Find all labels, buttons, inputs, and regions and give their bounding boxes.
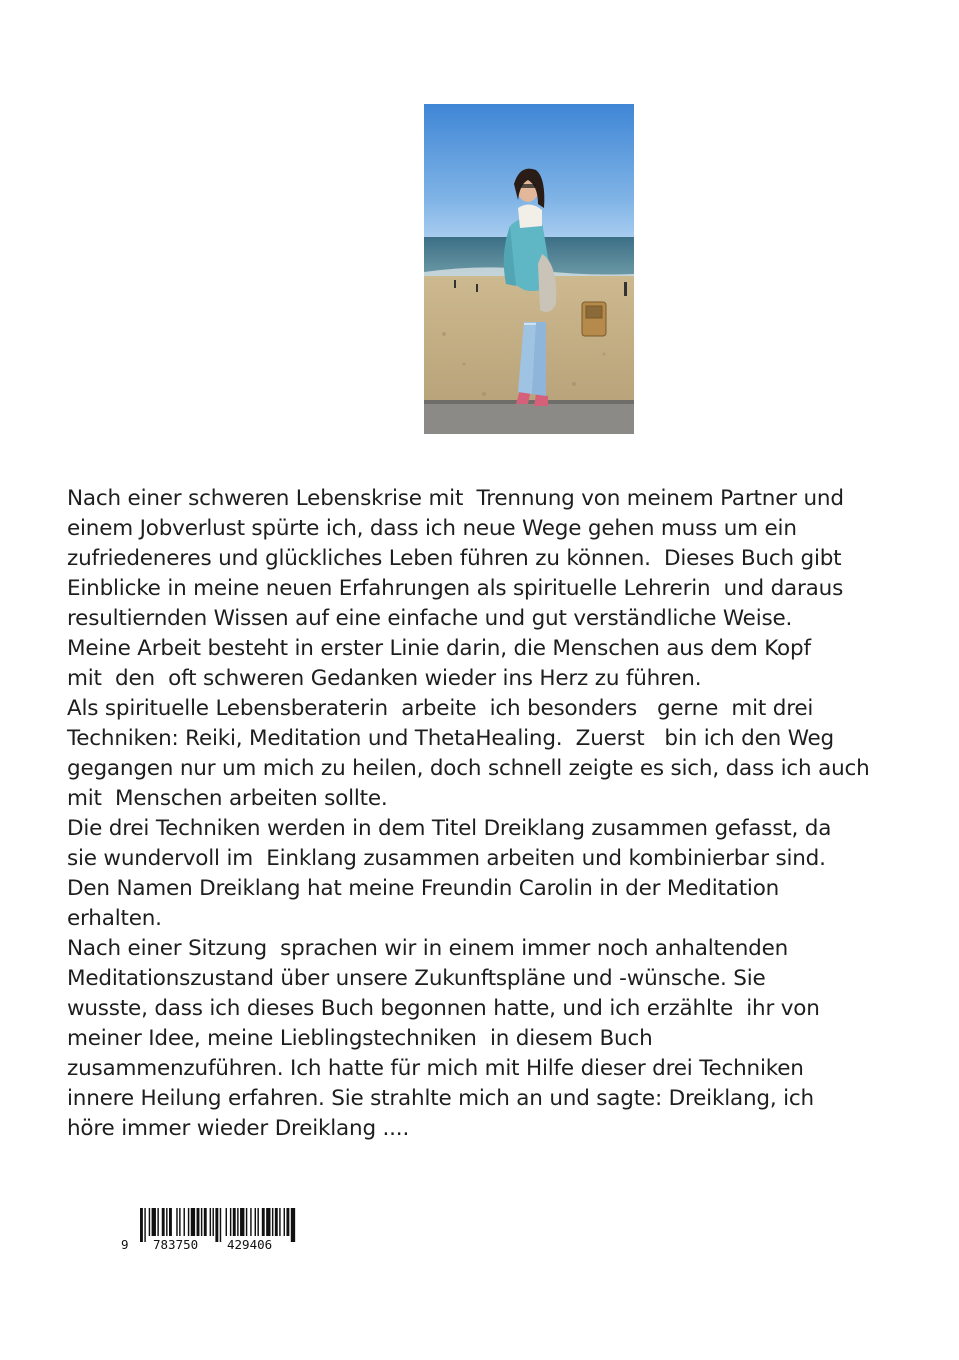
author-photo bbox=[424, 104, 634, 434]
barcode-bar bbox=[191, 1208, 195, 1236]
blurb-line: Nach einer schweren Lebenskrise mit Trennung von meinem Partner und bbox=[67, 486, 844, 511]
barcode-bar bbox=[286, 1208, 289, 1236]
isbn-first-digit: 9 bbox=[121, 1237, 129, 1252]
barcode-bar bbox=[166, 1208, 167, 1236]
blurb-line: Einblicke in meine neuen Erfahrungen als spirituelle Lehrerin und daraus bbox=[67, 576, 844, 601]
isbn-barcode bbox=[118, 1208, 298, 1258]
back-cover-blurb bbox=[67, 484, 927, 1144]
blurb-line: sie wundervoll im Einklang zusammen arbeiten und kombinierbar sind. bbox=[67, 846, 826, 871]
barcode-bar bbox=[162, 1208, 165, 1236]
barcode-bar bbox=[179, 1208, 180, 1236]
barcode-bar bbox=[169, 1208, 172, 1236]
isbn-right-group: 429406 bbox=[227, 1237, 273, 1252]
barcode-bar bbox=[266, 1208, 270, 1236]
blurb-line: erhalten. bbox=[67, 906, 162, 931]
blurb-line: Die drei Techniken werden in dem Titel Dreiklang zusammen gefasst, da bbox=[67, 816, 832, 841]
barcode-bar bbox=[204, 1208, 207, 1236]
barcode-bar bbox=[188, 1208, 189, 1236]
barcode-bar bbox=[184, 1208, 185, 1236]
barcode-bar bbox=[240, 1208, 244, 1236]
barcode-bar bbox=[213, 1208, 214, 1236]
barcode-bar bbox=[230, 1208, 231, 1236]
blurb-line: innere Heilung erfahren. Sie strahlte mich an und sagte: Dreiklang, ich bbox=[67, 1086, 814, 1111]
barcode-bar bbox=[197, 1208, 200, 1236]
barcode-bar bbox=[279, 1208, 280, 1236]
barcode-bar bbox=[149, 1208, 150, 1236]
barcode-bar bbox=[255, 1208, 256, 1236]
blurb-line: resultiernden Wissen auf eine einfache und gut verständliche Weise. bbox=[67, 606, 793, 631]
barcode-bar bbox=[257, 1208, 258, 1236]
barcode-bar bbox=[152, 1208, 156, 1236]
isbn-left-group: 783750 bbox=[153, 1237, 199, 1252]
blurb-line: Nach einer Sitzung sprachen wir in einem immer noch anhaltenden bbox=[67, 936, 789, 961]
barcode-bar bbox=[284, 1208, 285, 1236]
blurb-line: meiner Idee, meine Lieblingstechniken in diesem Buch bbox=[67, 1026, 653, 1051]
isbn-digits bbox=[118, 1237, 298, 1253]
blurb-line: Meditationszustand über unsere Zukunftspläne und -wünsche. Sie bbox=[67, 966, 766, 991]
barcode-bar bbox=[157, 1208, 158, 1236]
blurb-line: Den Namen Dreiklang hat meine Freundin Carolin in der Meditation bbox=[67, 876, 780, 901]
blurb-line: gegangen nur um mich zu heilen, doch schnell zeigte es sich, dass ich auch bbox=[67, 756, 870, 781]
barcode-bar bbox=[272, 1208, 273, 1236]
blurb-line: zufriedeneres und glückliches Leben führen zu können. Dieses Buch gibt bbox=[67, 546, 842, 571]
blurb-line: einem Jobverlust spürte ich, dass ich neue Wege gehen muss um ein bbox=[67, 516, 797, 541]
blurb-line: Als spirituelle Lebensberaterin arbeite ich besonders gerne mit drei bbox=[67, 696, 814, 721]
barcode-bar bbox=[262, 1208, 265, 1236]
barcode-bar bbox=[237, 1208, 238, 1236]
blurb-line: zusammenzuführen. Ich hatte für mich mit Hilfe dieser drei Techniken bbox=[67, 1056, 804, 1081]
barcode-bar bbox=[176, 1208, 177, 1236]
barcode-bar bbox=[246, 1208, 247, 1236]
blurb-line: wusste, dass ich dieses Buch begonnen hatte, und ich erzählte ihr von bbox=[67, 996, 820, 1021]
barcode-bar bbox=[233, 1208, 236, 1236]
barcode-bar bbox=[250, 1208, 251, 1236]
blurb-line: höre immer wieder Dreiklang .... bbox=[67, 1116, 410, 1141]
blurb-line: mit Menschen arbeiten sollte. bbox=[67, 786, 388, 811]
barcode-bar bbox=[210, 1208, 211, 1236]
blurb-line: Meine Arbeit besteht in erster Linie darin, die Menschen aus dem Kopf bbox=[67, 636, 811, 661]
barcode-bar bbox=[275, 1208, 278, 1236]
blurb-line: mit den oft schweren Gedanken wieder ins Herz zu führen. bbox=[67, 666, 702, 691]
barcode-bar bbox=[201, 1208, 202, 1236]
barcode-bar bbox=[226, 1208, 227, 1236]
blurb-line: Techniken: Reiki, Meditation und ThetaHealing. Zuerst bin ich den Weg bbox=[67, 726, 834, 751]
